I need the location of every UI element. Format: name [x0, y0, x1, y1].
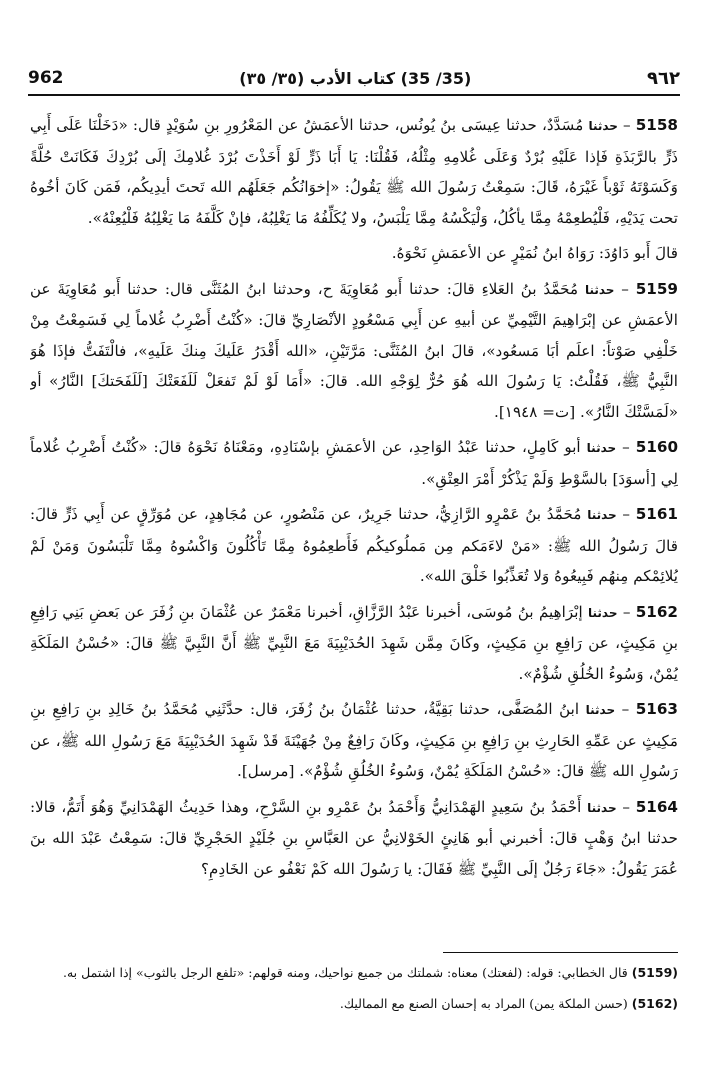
hadith-5160: 5160 – حدثنا أبو كَامِلٍ، حدثنا عَبْدُ الوَاحِدِ، عن الأعمَشِ بإسْنَادِهِ، ومَعْنَاهُ نَحْوَهُ قالَ: «كُنْتُ أَضْرِبُ غُلاماً لِي [أسوَدَ] بالسَّوْطِ وَلَمْ يَذْكُرْ أَمْرَ العِتْقِ». — [30, 438, 678, 488]
haddathana-label: حدثنا — [587, 508, 617, 522]
hadith-number: 5160 — [635, 438, 678, 456]
hadith-text: مُسَدَّدٌ، حدثنا عِيسَى بنُ يُونُس، حدثنا الأعمَشُ عن المَعْرُورِ بنِ سُوَيْدٍ قال: «دَخَلْنَا عَلَى أَبِي ذَرٍّ بالرَّبَذَةِ فَإذا عَلَيْهِ بُرْدٌ وَعَلَى غُلامِهِ مِثْلُهُ، فَقُلْنَا: يَا أَبَا ذَرٍّ لَوْ أَخَذْتَ بُرْدَ غُلامِكَ إلَى بُرْدِكَ فَكَانَتْ حُلَّةً وَكَسَوْتَهُ ثَوْباً غَيْرَهُ، قَالَ: سَمِعْتُ رَسُولَ الله ﷺ يَقُولُ: «إخوَانُكُم جَعَلَهُم الله تَحتَ أيدِيكُم، فَمَن كَانَ أخُوهُ تحت يَدَيْهِ، فَلْيُطعِمْهُ مِمَّا يأكُلُ، وَلْيَكْسُهُ مِمَّا يَلْبَسُ، ولا يُكَلِّفُهُ مَا يَغْلِبُهُ، فإنْ كَلَّفَهُ مَا يَغْلِبُهُ فَلْيُعِنْهُ». — [30, 116, 678, 227]
hadith-number: 5159 — [635, 279, 678, 298]
page-number-latin: 962 — [28, 68, 64, 88]
hadith-5164: 5164 – حدثنا أَحْمَدُ بنُ سَعِيدٍ الهَمْدَانِيُّ وَأَحْمَدُ بنُ عَمْرِو بنِ السَّرْحِ، وهذا حَدِيثُ الهَمْدَانِيِّ وَهُوَ أَتَمُّ، قالا: حدثنا ابنُ وَهْبٍ قالَ: أخبرني أبو هَانِئٍ الخَوْلانِيُّ عن العَبَّاسِ بنِ جُلَيْدٍ الحَجْرِيِّ قالَ: سَمِعْتُ عَبْدَ الله بنَ عُمَرَ يَقُولُ: «جَاءَ رَجُلٌ إلَى النَّبِيِّ ﷺ فَقَالَ: يا رَسُولَ الله كَمْ نَعْفُو عن الخَادِمِ؟ — [30, 797, 678, 878]
hadith-5162: 5162 – حدثنا إبْرَاهِيمُ بنُ مُوسَى، أخبرنا عَبْدُ الرَّزَّاقِ، أخبرنا مَعْمَرٌ عن عُثْمَانَ بنِ زُفَرَ عن بَعضِ بَنِي رَافِعِ بنِ مَكِيثٍ، عن رَافِعِ بنِ مَكِيثٍ، وكَانَ مِمَّن شَهِدَ الحُدَيْبِيَةَ مَعَ النَّبِيِّ ﷺ أَنَّ النَّبِيَّ ﷺ قالَ: «حُسْنُ المَلَكَةِ يُمْنٌ، وَسُوءُ الخُلُقِ شُؤْمٌ». — [30, 602, 678, 683]
footnote-text: (حسن الملكة يمن) المراد به إحسان الصنع مع المماليك. — [339, 996, 628, 1011]
footnote-text: قال الخطابي: قوله: (لفعتك) معناه: شملتك من جميع نواحيك، ومنه قولهم: «تلفع الرجل بالثوب» إذا اشتمل به. — [62, 965, 628, 980]
haddathana-label: حدثنا — [584, 282, 615, 297]
footnotes — [30, 960, 678, 1022]
hadith-text: ابنُ المُصَفَّى، حدثنا بَقِيَّةُ، حدثنا عُثْمَانُ بنُ زُفَرَ، قال: حدَّثَنِي مُحَمَّدُ بنُ خَالِدِ بنِ رَافِعِ بنِ مَكِيثٍ عن عَمِّهِ الحَارِثِ بنِ رَافِعِ بنِ مَكِيثٍ، وكَانَ رَافِعٌ مِنْ جُهَيْنَةَ قَدْ شَهِدَ الحُدَيْبِيَةَ مَعَ رَسُولِ الله ﷺ، عن رَسُولِ الله ﷺ قالَ: «حُسْنُ المَلَكَةِ يُمْنٌ، وَسُوءُ الخُلُقِ شُؤْمٌ». [مرسل]. — [30, 700, 678, 780]
abu-dawud-note — [30, 238, 678, 269]
footnote-divider — [443, 952, 678, 953]
hadith-text: أبو كَامِلٍ، حدثنا عَبْدُ الوَاحِدِ، عن الأعمَشِ بإسْنَادِهِ، ومَعْنَاهُ نَحْوَهُ قالَ: «كُنْتُ أَضْرِبُ غُلاماً لِي [أسوَدَ] بالسَّوْطِ وَلَمْ يَذْكُرْ أَمْرَ العِتْقِ». — [30, 438, 678, 488]
note-text: قالَ أَبو دَاوُدَ: رَوَاهُ ابنُ نُمَيْرٍ عن الأعمَشِ نَحْوَهُ. — [391, 244, 678, 262]
hadith-number: 5158 — [635, 116, 678, 134]
hadith-number: 5164 — [635, 797, 678, 816]
running-header — [28, 62, 680, 96]
footnote-5162 — [30, 991, 678, 1016]
hadith-body — [30, 110, 678, 942]
haddathana-label: حدثنا — [586, 441, 617, 455]
hadith-text: مُحَمَّدُ بنُ العَلاءِ قالَ: حدثنا أَبو مُعَاوِيَةَ ح، وحدثنا ابنُ المُثَنَّى قال: حدثنا أَبو مُعَاوِيَةَ عن الأعمَشِ عن إبْرَاهِيمَ التَّيْمِيِّ عن أبيهِ عن أَبِي مَسْعُودٍ الأنْصَارِيِّ قالَ: «كُنْتُ أَضْرِبُ غُلاماً لِي فَسَمِعْتُ مِنْ خَلْفِي صَوْتاً: اعلَم أبَا مَسعُود»، قالَ ابنُ المُثَنَّى: مَرَّتَيْنِ، «الله أَقْدَرُ عَلَيكَ مِنكَ عَلَيهِ»، فالْتَفَتُّ فإذَا هُوَ النَّبِيُّ ﷺ، فَقُلْتُ: يَا رَسُولَ الله هُوَ حُرٌّ لِوَجْهِ الله. قالَ: «أَمَا لَوْ لَمْ تَفعَلْ لَلَفَعَتْكَ [لَلَفَحَتكَ] النَّارُ» أو «لَمَسَّتْكَ النَّارُ». [ت= ١٩٤٨]. — [30, 279, 678, 421]
haddathana-label: حدثنا — [588, 119, 618, 133]
hadith-number: 5161 — [635, 505, 678, 523]
footnote-5159 — [30, 960, 678, 985]
haddathana-label: حدثنا — [587, 800, 617, 815]
hadith-5159: 5159 – حدثنا مُحَمَّدُ بنُ العَلاءِ قالَ: حدثنا أَبو مُعَاوِيَةَ ح، وحدثنا ابنُ المُثَنَّى قال: حدثنا أَبو مُعَاوِيَةَ عن الأعمَشِ عن إبْرَاهِيمَ التَّيْمِيِّ عن أبيهِ عن أَبِي مَسْعُودٍ الأنْصَارِيِّ قالَ: «كُنْتُ أَضْرِبُ غُلاماً لِي فَسَمِعْتُ مِنْ خَلْفِي صَوْتاً: اعلَم أبَا مَسعُود»، قالَ ابنُ المُثَنَّى: مَرَّتَيْنِ، «الله أَقْدَرُ عَلَيكَ مِنكَ عَلَيهِ»، فالْتَفَتُّ فإذَا هُوَ النَّبِيُّ ﷺ، فَقُلْتُ: يَا رَسُولَ الله هُوَ حُرٌّ لِوَجْهِ الله. قالَ: «أَمَا لَوْ لَمْ تَفعَلْ لَلَفَعَتْكَ [لَلَفَحَتكَ] النَّارُ» أو «لَمَسَّتْكَ النَّارُ». [ت= ١٩٤٨]. — [30, 279, 678, 421]
footnote-ref: (5162) — [631, 996, 678, 1011]
haddathana-label: حدثنا — [588, 605, 618, 620]
haddathana-label: حدثنا — [585, 703, 616, 717]
hadith-text: أَحْمَدُ بنُ سَعِيدٍ الهَمْدَانِيُّ وَأَحْمَدُ بنُ عَمْرِو بنِ السَّرْحِ، وهذا حَدِيثُ الهَمْدَانِيِّ وَهُوَ أَتَمُّ، قالا: حدثنا ابنُ وَهْبٍ قالَ: أخبرني أبو هَانِئٍ الخَوْلانِيُّ عن العَبَّاسِ بنِ جُلَيْدٍ الحَجْرِيِّ قالَ: سَمِعْتُ عَبْدَ الله بنَ عُمَرَ يَقُولُ: «جَاءَ رَجُلٌ إلَى النَّبِيِّ ﷺ فَقَالَ: يا رَسُولَ الله كَمْ نَعْفُو عن الخَادِمِ؟ — [30, 797, 678, 878]
hadith-text: مُحَمَّدُ بنُ عَمْرٍو الرَّازِيُّ، حدثنا جَرِيرٌ، عن مَنْصُورٍ، عن مُجَاهِدٍ، عن مُوَرِّقٍ عن أَبِي ذَرٍّ قالَ: قالَ رَسُولُ الله ﷺ: «مَنْ لاءَمَكم مِن مَملُوكيكُم فَأَطعِمُوهُ مِمَّا تَأْكُلُونَ وَاكْسُوهُ مِمَّا تَلْبَسُونَ وَمَنْ لَمْ يُلائِمْكم مِنهُم فَبِيعُوهُ وَلا تُعَذِّبُوا خَلْقَ الله». — [30, 505, 678, 585]
page-number-arabic: ٩٦٢ — [647, 67, 680, 89]
hadith-number: 5163 — [635, 700, 678, 718]
footnote-ref: (5159) — [631, 965, 678, 980]
hadith-5158: 5158 – حدثنا مُسَدَّدٌ، حدثنا عِيسَى بنُ يُونُس، حدثنا الأعمَشُ عن المَعْرُورِ بنِ سُوَيْدٍ قال: «دَخَلْنَا عَلَى أَبِي ذَرٍّ بالرَّبَذَةِ فَإذا عَلَيْهِ بُرْدٌ وَعَلَى غُلامِهِ مِثْلُهُ، فَقُلْنَا: يَا أَبَا ذَرٍّ لَوْ أَخَذْتَ بُرْدَ غُلامِكَ إلَى بُرْدِكَ فَكَانَتْ حُلَّةً وَكَسَوْتَهُ ثَوْباً غَيْرَهُ، قَالَ: سَمِعْتُ رَسُولَ الله ﷺ يَقُولُ: «إخوَانُكُم جَعَلَهُم الله تَحتَ أيدِيكُم، فَمَن كَانَ أخُوهُ تحت يَدَيْهِ، فَلْيُطعِمْهُ مِمَّا يأكُلُ، وَلْيَكْسُهُ مِمَّا يَلْبَسُ، ولا يُكَلِّفُهُ مَا يَغْلِبُهُ، فإنْ كَلَّفَهُ مَا يَغْلِبُهُ فَلْيُعِنْهُ». — [30, 116, 678, 227]
chapter-title: (35/ 35) كتاب الأدب (٣٥/ ٣٥) — [239, 68, 472, 88]
hadith-5163: 5163 – حدثنا ابنُ المُصَفَّى، حدثنا بَقِيَّةُ، حدثنا عُثْمَانُ بنُ زُفَرَ، قال: حدَّثَنِي مُحَمَّدُ بنُ خَالِدِ بنِ رَافِعِ بنِ مَكِيثٍ عن عَمِّهِ الحَارِثِ بنِ رَافِعِ بنِ مَكِيثٍ، وكَانَ رَافِعٌ مِنْ جُهَيْنَةَ قَدْ شَهِدَ الحُدَيْبِيَةَ مَعَ رَسُولِ الله ﷺ، عن رَسُولِ الله ﷺ قالَ: «حُسْنُ المَلَكَةِ يُمْنٌ، وَسُوءُ الخُلُقِ شُؤْمٌ». [مرسل]. — [30, 700, 678, 780]
hadith-5161: 5161 – حدثنا مُحَمَّدُ بنُ عَمْرٍو الرَّازِيُّ، حدثنا جَرِيرٌ، عن مَنْصُورٍ، عن مُجَاهِدٍ، عن مُوَرِّقٍ عن أَبِي ذَرٍّ قالَ: قالَ رَسُولُ الله ﷺ: «مَنْ لاءَمَكم مِن مَملُوكيكُم فَأَطعِمُوهُ مِمَّا تَأْكُلُونَ وَاكْسُوهُ مِمَّا تَلْبَسُونَ وَمَنْ لَمْ يُلائِمْكم مِنهُم فَبِيعُوهُ وَلا تُعَذِّبُوا خَلْقَ الله». — [30, 505, 678, 585]
hadith-text: إبْرَاهِيمُ بنُ مُوسَى، أخبرنا عَبْدُ الرَّزَّاقِ، أخبرنا مَعْمَرٌ عن عُثْمَانَ بنِ زُفَرَ عن بَعضِ بَنِي رَافِعِ بنِ مَكِيثٍ، عن رَافِعِ بنِ مَكِيثٍ، وكَانَ مِمَّن شَهِدَ الحُدَيْبِيَةَ مَعَ النَّبِيِّ ﷺ أَنَّ النَّبِيَّ ﷺ قالَ: «حُسْنُ المَلَكَةِ يُمْنٌ، وَسُوءُ الخُلُقِ شُؤْمٌ». — [30, 602, 678, 683]
hadith-number: 5162 — [635, 602, 678, 621]
